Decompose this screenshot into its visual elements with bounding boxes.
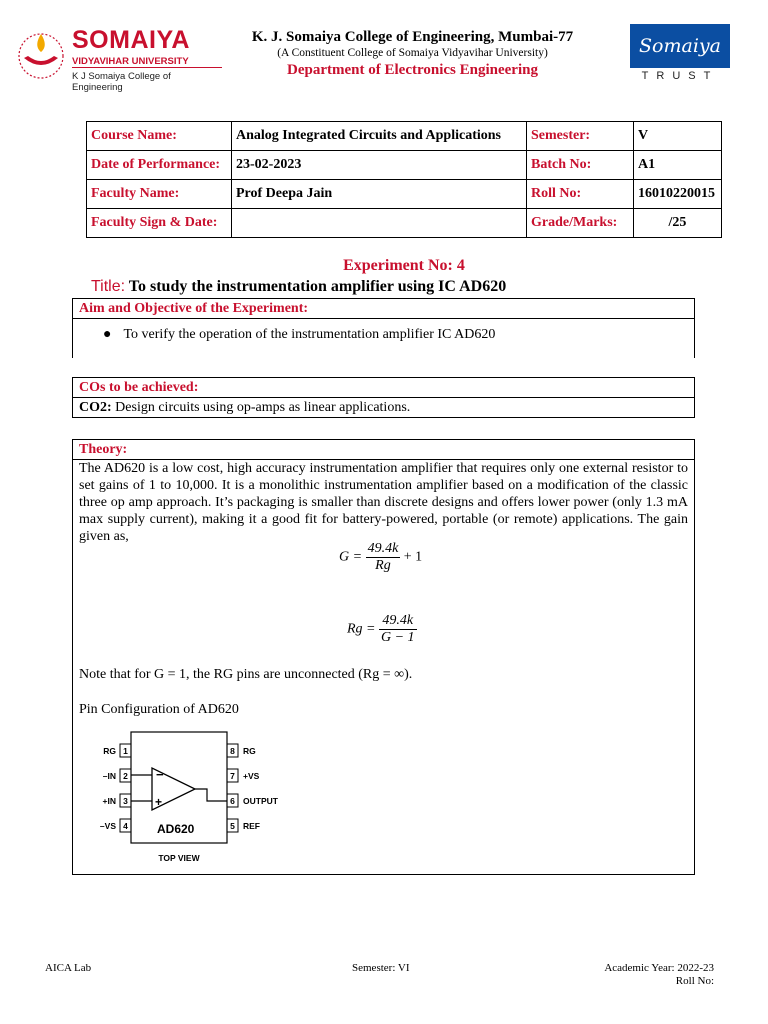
pin-7-label: +VS (243, 771, 260, 781)
cos-section (72, 377, 695, 418)
grade-label: Grade/Marks: (527, 209, 634, 238)
faculty-value: Prof Deepa Jain (232, 180, 527, 209)
pin-3-label: +IN (102, 796, 116, 806)
semester-label: Semester: (527, 122, 634, 151)
eq2-fraction (379, 613, 417, 646)
eq1-rhs: + 1 (403, 549, 423, 565)
gain-note: Note that for G = 1, the RG pins are unconnected (Rg = ∞). (79, 667, 413, 682)
title-label: Title: (91, 278, 126, 295)
logo-wordmark: SOMAIYA (72, 26, 190, 54)
ad620-pin-diagram (87, 726, 317, 868)
eq2-denominator: G − 1 (381, 630, 415, 645)
roll-label: Roll No: (527, 180, 634, 209)
eq1-fraction (366, 541, 401, 574)
date-label: Date of Performance: (87, 151, 232, 180)
pin-8-label: RG (243, 746, 256, 756)
pin-4-label: –VS (99, 821, 116, 831)
co-line (73, 398, 694, 417)
table-row (87, 180, 722, 209)
footer-academic-year: Academic Year: 2022-23 (604, 962, 714, 974)
pin-3-number: 3 (123, 796, 128, 806)
somaiya-trust-logo (630, 24, 730, 86)
cos-heading: COs to be achieved: (73, 378, 694, 398)
pin-5-label: REF (243, 821, 260, 831)
footer-semester: Semester: VI (352, 962, 410, 974)
eq1-lhs: G = (339, 549, 363, 565)
aim-bullet-item (103, 327, 495, 343)
batch-label: Batch No: (527, 151, 634, 180)
date-value: 23-02-2023 (232, 151, 527, 180)
pin-1-label: RG (103, 746, 116, 756)
rg-equation (347, 613, 417, 646)
course-value: Analog Integrated Circuits and Applications (232, 122, 527, 151)
sign-value (232, 209, 527, 238)
course-info-table (86, 121, 722, 238)
sign-label: Faculty Sign & Date: (87, 209, 232, 238)
pin-8-number: 8 (230, 746, 235, 756)
theory-section (72, 439, 695, 875)
constituent-line: (A Constituent College of Somaiya Vidyavihar University) (277, 47, 548, 59)
footer-lab: AICA Lab (45, 962, 92, 974)
co-text: Design circuits using op-amps as linear applications. (115, 400, 411, 415)
aim-bullet-text: To verify the operation of the instrumentation amplifier IC AD620 (123, 327, 496, 342)
eq1-denominator: Rg (375, 558, 391, 573)
theory-heading: Theory: (73, 440, 694, 460)
pin-1-number: 1 (123, 746, 128, 756)
pin-5-number: 5 (230, 821, 235, 831)
diya-emblem-icon (14, 28, 68, 82)
gain-equation (339, 541, 422, 574)
eq2-lhs: Rg = (347, 621, 376, 637)
pin-2-number: 2 (123, 771, 128, 781)
experiment-title: To study the instrumentation amplifier using IC AD620 (128, 278, 507, 295)
college-name: K. J. Somaiya College of Engineering, Mumbai-77 (251, 29, 574, 45)
somaiya-university-logo (14, 26, 219, 93)
logo-divider (72, 67, 222, 68)
table-row (87, 151, 722, 180)
logo-university: VIDYAVIHAR UNIVERSITY (72, 56, 189, 67)
pin-6-label: OUTPUT (243, 796, 278, 806)
table-row (87, 209, 722, 238)
footer-roll: Roll No: (675, 975, 714, 987)
experiment-number: Experiment No: 4 (343, 257, 465, 274)
eq1-numerator: 49.4k (367, 541, 399, 556)
pin-6-number: 6 (230, 796, 235, 806)
semester-value: V (634, 122, 722, 151)
bullet-icon: ● (103, 327, 112, 342)
experiment-title-line (91, 278, 506, 296)
opamp-plus-sign: + (155, 795, 163, 809)
pin-4-number: 4 (123, 821, 128, 831)
theory-paragraph: The AD620 is a low cost, high accuracy instrumentation amplifier that requires only one external resistor to set gains of 1 to 10,000. It is a monolithic instrumentation amplifier based on a modification of the classic three op amp approach. It’s packaging is smaller than discrete designs and offers lower power (only 1.3 mA max supply current), making it a good fit for battery-powered, portable (or remote) applications. The gain given as, (79, 461, 688, 544)
chip-name: AD620 (157, 822, 195, 836)
faculty-label: Faculty Name: (87, 180, 232, 209)
pin-config-heading: Pin Configuration of AD620 (79, 702, 239, 717)
pin-2-label: –IN (102, 771, 116, 781)
aim-section (72, 298, 695, 358)
aim-heading: Aim and Objective of the Experiment: (73, 299, 694, 319)
course-label: Course Name: (87, 122, 232, 151)
opamp-minus-sign: − (156, 767, 164, 782)
wire-output (195, 789, 227, 801)
eq2-numerator: 49.4k (379, 613, 417, 630)
pin-7-number: 7 (230, 771, 235, 781)
logo-college: K J Somaiya College of Engineering (72, 71, 171, 93)
trust-logo-text: TRUST (641, 70, 719, 82)
roll-value: 16010220015 (634, 180, 722, 209)
co-label: CO2: (79, 400, 112, 415)
batch-value: A1 (634, 151, 722, 180)
grade-value: /25 (634, 209, 722, 238)
trust-logo-mark: Somaiya (630, 24, 730, 68)
top-view-label: TOP VIEW (158, 853, 200, 863)
department-name: Department of Electronics Engineering (287, 62, 538, 78)
table-row (87, 122, 722, 151)
